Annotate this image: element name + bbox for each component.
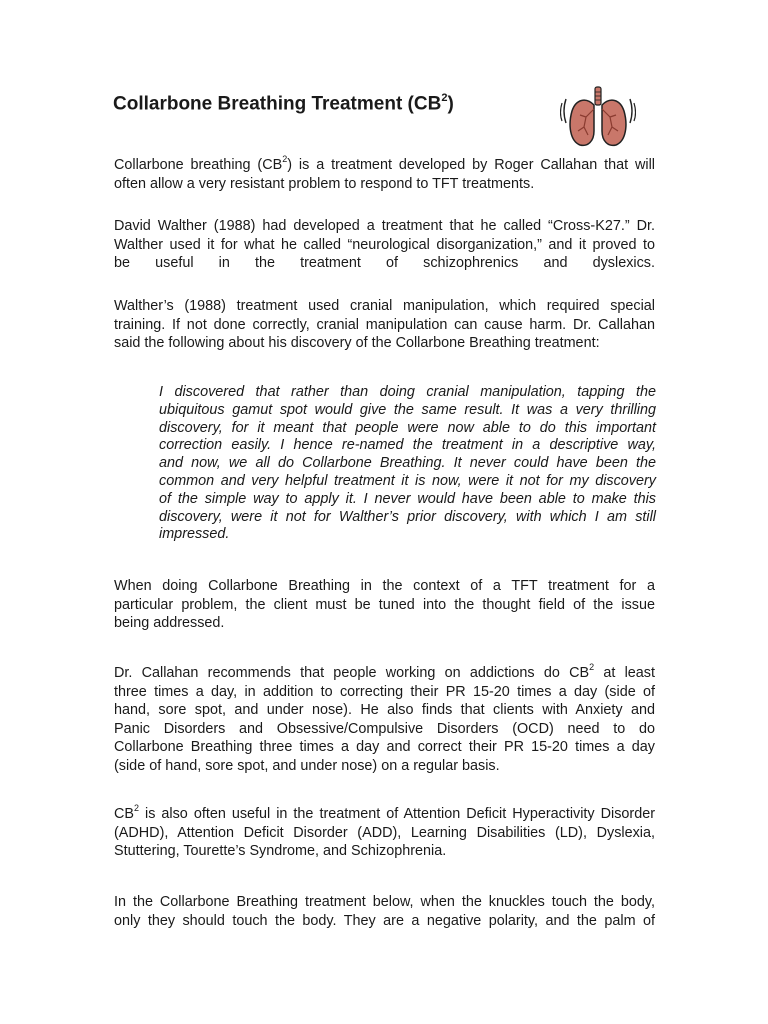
quote-line: of the simple way to apply it. I never would have been able to make this (159, 490, 656, 507)
text-line: Walther’s (1988) treatment used cranial manipulation, which required special (114, 298, 655, 314)
text-line: only they should touch the body. They are a negative polarity, and the palm of (114, 912, 655, 929)
title-text: Collarbone Breathing Treatment (CB (113, 93, 442, 115)
text-line: Stuttering, Tourette’s Syndrome, and Schizophrenia. (114, 843, 447, 859)
paragraph-recommendations (114, 664, 655, 775)
text-line: $CB^2$ is also often useful in the treatment of Attention Deficit Hyperactivity Disorder (114, 803, 655, 822)
quote-line: discovery, were it not for Walther’s prior discovery, with which I am still (159, 508, 656, 525)
text-line: In the Collarbone Breathing treatment below, when the knuckles touch the body, (114, 894, 655, 910)
title-superscript: 2 (441, 92, 448, 104)
text-line: (ADHD), Attention Deficit Disorder (ADD), Learning Disabilities (LD), Dyslexia, (114, 824, 655, 841)
paragraph-knuckles (114, 893, 655, 930)
superscript: 2 (134, 803, 140, 814)
text-line: three times a day, in addition to correcting their PR 15-20 times a day (side of (114, 683, 655, 700)
quote-line: correction easily. I hence re-named the treatment in a descriptive way, (159, 437, 656, 454)
text-line: David Walther (1988) had developed a treatment that he called “Cross-K27.” Dr. (114, 218, 655, 234)
quote-line: and now, we all do Collarbone Breathing. It never could have been the (159, 455, 656, 472)
superscript: 2 (282, 154, 288, 165)
callahan-quote (159, 384, 656, 544)
text-line: said the following about his discovery of the Collarbone Breathing treatment: (114, 335, 600, 351)
text-line: particular problem, the client must be tuned into the thought field of the issue (114, 596, 655, 613)
text-line: often allow a very resistant problem to respond to TFT treatments. (114, 175, 535, 192)
paragraph-cranial (114, 297, 655, 353)
lungs-icon (560, 85, 636, 151)
text-line: be useful in the treatment of schizophrenics and dyslexics. (114, 255, 655, 271)
superscript: 2 (589, 662, 595, 673)
paragraph-adhd (114, 805, 655, 861)
text-line: Collarbone Breathing three times a day and correct their PR 15-20 times a day (114, 739, 655, 755)
text-line: training. If not done correctly, cranial manipulation can cause harm. Dr. Callahan (114, 316, 655, 333)
paragraph-context (114, 577, 655, 633)
quote-line: common and very helpful treatment it is now, were it not for my discovery (159, 472, 656, 489)
text-line: being addressed. (114, 615, 225, 631)
paragraph-intro (114, 156, 655, 193)
text-line: When doing Collarbone Breathing in the context of a TFT treatment for a (114, 578, 655, 594)
page-title (113, 93, 454, 115)
text-line: Walther used it for what he called “neurological disorganization,” and it proved to (114, 236, 655, 253)
text-line: (side of hand, sore spot, and under nose) on a regular basis. (114, 757, 500, 774)
quote-line: discovery, for it meant that people were now able to do this important (159, 419, 656, 436)
text-line: hand, sore spot, and under nose). He also finds that clients with Anxiety and (114, 702, 655, 718)
text-line: Dr. Callahan recommends that people working on addictions do $CB^2$ at least (114, 662, 655, 681)
text-line: Collarbone breathing $(CB^2)$ is a treatment developed by Roger Callahan that will (114, 154, 656, 173)
quote-line: impressed. (159, 526, 230, 543)
text-line: Panic Disorders and Obsessive/Compulsive Disorders (OCD) need to do (114, 720, 655, 737)
title-close: ) (447, 93, 454, 115)
quote-line: ubiquitous gamut spot would give the same result. It was a very thrilling (159, 401, 656, 418)
quote-line: I discovered that rather than doing cranial manipulation, tapping the (159, 384, 656, 400)
paragraph-walther (114, 217, 655, 273)
